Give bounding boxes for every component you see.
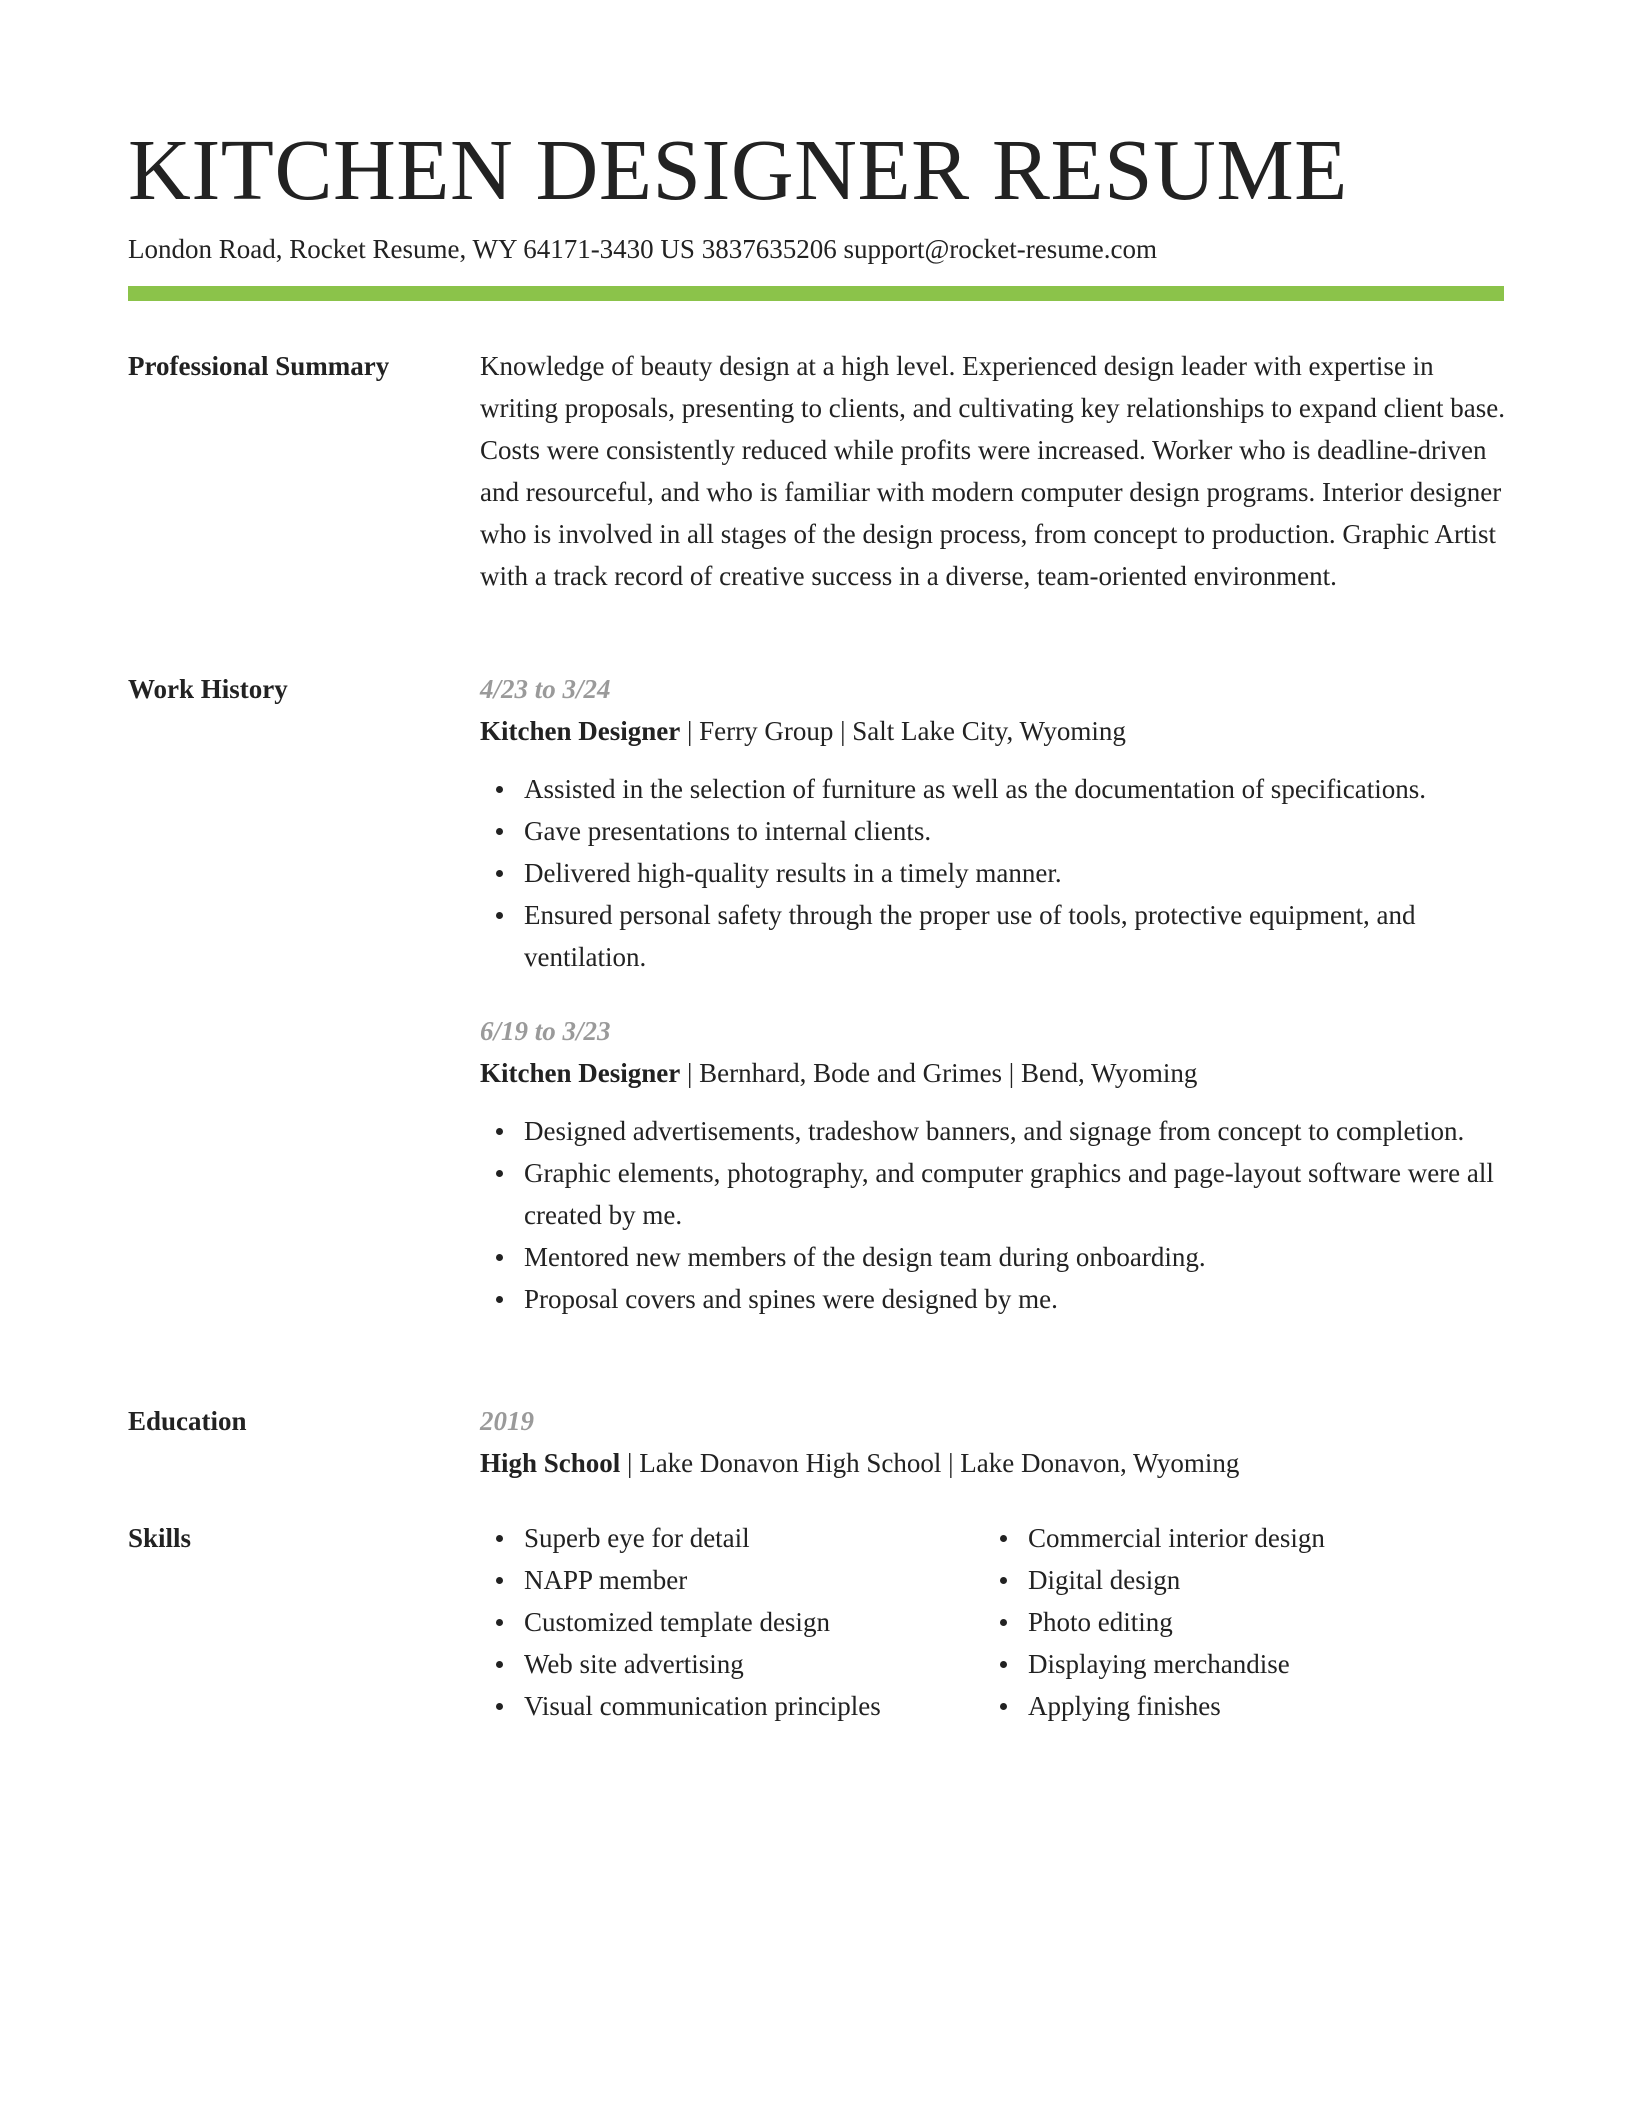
skill-item: Commercial interior design <box>1028 1517 1484 1559</box>
job-employer-details: | Ferry Group | Salt Lake City, Wyoming <box>680 716 1126 746</box>
job-entry <box>480 668 1510 978</box>
education-details: | Lake Donavon High School | Lake Donavon, Wyoming <box>620 1448 1240 1478</box>
resume-title: KITCHEN DESIGNER RESUME <box>128 121 1348 218</box>
job-role-line <box>480 1052 1510 1094</box>
education-degree: High School <box>480 1448 621 1478</box>
job-entry <box>480 1010 1510 1320</box>
job-dates: 6/19 to 3/23 <box>480 1016 611 1046</box>
skill-item: Digital design <box>1028 1559 1484 1601</box>
job-role-line <box>480 710 1510 752</box>
skills-list <box>984 1517 1484 1727</box>
skills-label: Skills <box>128 1523 192 1553</box>
job-bullet: Assisted in the selection of furniture as well as the documentation of specifications. <box>524 768 1510 810</box>
skill-item: Visual communication principles <box>524 1685 984 1727</box>
job-bullet: Gave presentations to internal clients. <box>524 810 1510 852</box>
skill-item: Web site advertising <box>524 1643 984 1685</box>
job-employer-details: | Bernhard, Bode and Grimes | Bend, Wyoming <box>680 1058 1198 1088</box>
education-label: Education <box>128 1406 247 1436</box>
job-title: Kitchen Designer <box>480 716 681 746</box>
skills-column <box>480 1517 984 1727</box>
job-bullet: Mentored new members of the design team during onboarding. <box>524 1236 1510 1278</box>
job-bullet: Designed advertisements, tradeshow banners, and signage from concept to completion. <box>524 1110 1510 1152</box>
skill-item: Superb eye for detail <box>524 1517 984 1559</box>
education-line <box>480 1442 1510 1484</box>
skills-list <box>480 1517 984 1727</box>
skills-column <box>984 1517 1484 1727</box>
skill-item: Customized template design <box>524 1601 984 1643</box>
summary-body <box>480 345 1510 597</box>
work-history-body <box>480 668 1510 1352</box>
summary-text: Knowledge of beauty design at a high level. Experienced design leader with expertise in writing proposals, presenting to clients, and cultivating key relationships to expand client base. Costs were consistently reduced while profits were increased. Worker who is deadline-driven and resourceful, and who is familiar with modern computer design programs. Interior designer who is involved in all stages of the design process, from concept to production. Graphic Artist with a track record of creative success in a diverse, team-oriented environment. <box>480 351 1506 591</box>
job-dates: 4/23 to 3/24 <box>480 674 611 704</box>
work-history-label: Work History <box>128 674 288 704</box>
job-bullet-list <box>480 1110 1510 1320</box>
job-bullet: Graphic elements, photography, and computer graphics and page-layout software were all created by me. <box>524 1152 1510 1236</box>
skill-item: Applying finishes <box>1028 1685 1484 1727</box>
skill-item: Photo editing <box>1028 1601 1484 1643</box>
job-title: Kitchen Designer <box>480 1058 681 1088</box>
skill-item: NAPP member <box>524 1559 984 1601</box>
job-bullet-list <box>480 768 1510 978</box>
education-date: 2019 <box>480 1406 534 1436</box>
skills-columns <box>480 1517 1510 1727</box>
skills-body <box>480 1517 1510 1727</box>
education-body <box>480 1400 1510 1484</box>
summary-label: Professional Summary <box>128 351 390 381</box>
job-bullet: Ensured personal safety through the proper use of tools, protective equipment, and ventilation. <box>524 894 1510 978</box>
contact-info: London Road, Rocket Resume, WY 64171-3430 US 3837635206 support@rocket-resume.com <box>128 234 1157 264</box>
skill-item: Displaying merchandise <box>1028 1643 1484 1685</box>
accent-divider <box>128 286 1504 301</box>
job-bullet: Delivered high-quality results in a timely manner. <box>524 852 1510 894</box>
job-bullet: Proposal covers and spines were designed by me. <box>524 1278 1510 1320</box>
